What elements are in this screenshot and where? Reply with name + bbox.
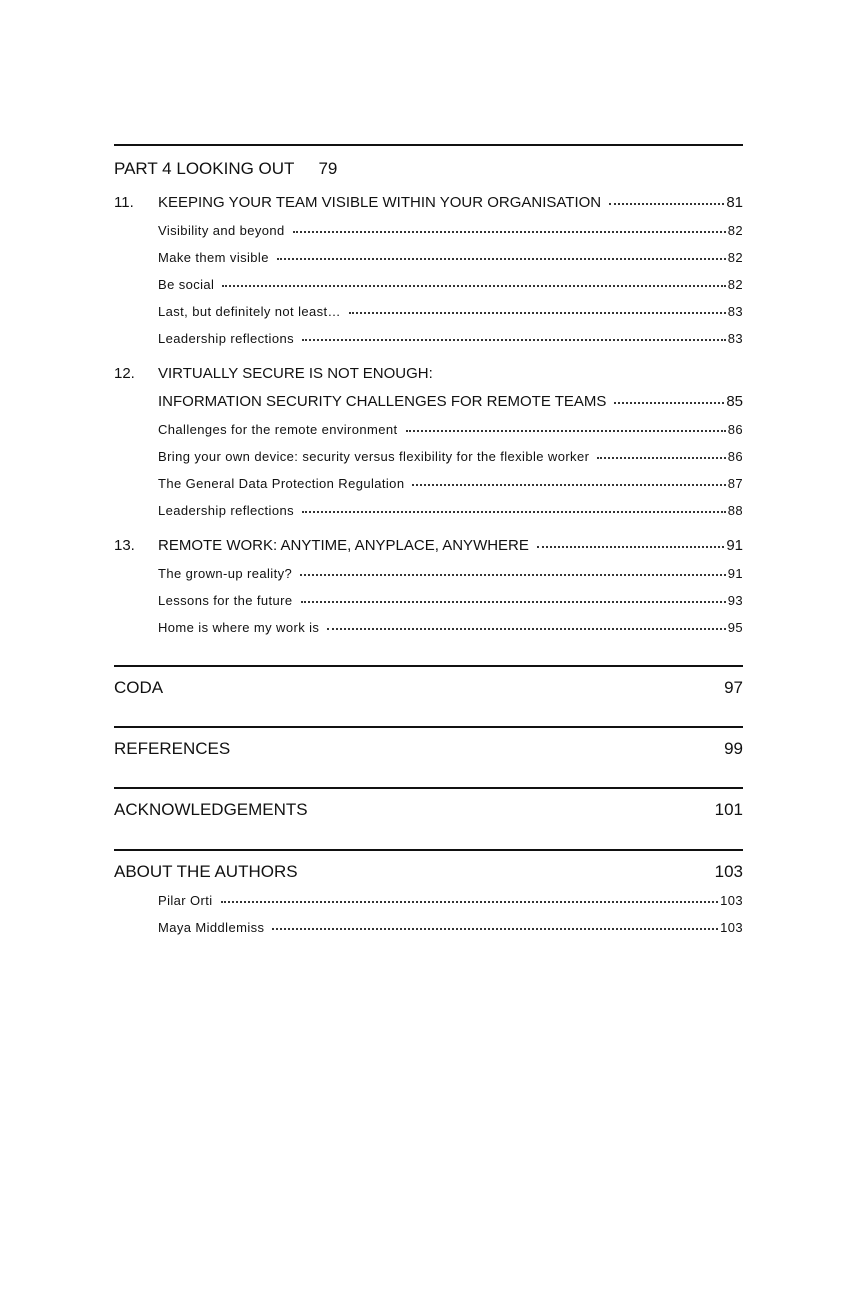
chapter-entry[interactable] bbox=[158, 388, 743, 416]
section-acknowledgements[interactable] bbox=[114, 789, 743, 849]
section-title: Bring your own device: security versus flexibility for the flexible worker bbox=[158, 449, 590, 464]
page-number: 99 bbox=[724, 739, 743, 758]
page-number: 97 bbox=[724, 678, 743, 697]
section-title: Challenges for the remote environment bbox=[158, 422, 398, 437]
section-entry[interactable] bbox=[158, 416, 743, 443]
dot-leader bbox=[301, 601, 726, 603]
dot-leader bbox=[277, 258, 726, 260]
section-title: Home is where my work is bbox=[158, 620, 320, 635]
section-title: The grown-up reality? bbox=[158, 566, 293, 581]
section-title: REFERENCES bbox=[114, 739, 231, 758]
page-number: 81 bbox=[726, 194, 743, 211]
table-of-contents bbox=[114, 144, 743, 941]
section-entry[interactable] bbox=[158, 614, 743, 641]
section-entry[interactable] bbox=[158, 443, 743, 470]
page-number: 85 bbox=[726, 393, 743, 410]
section-title: The General Data Protection Regulation bbox=[158, 476, 405, 491]
page-number: 82 bbox=[727, 250, 743, 265]
dot-leader bbox=[302, 339, 726, 341]
section-title: Make them visible bbox=[158, 250, 269, 265]
dot-leader bbox=[327, 628, 725, 630]
part-title: PART 4 LOOKING OUT bbox=[114, 159, 295, 178]
dot-leader bbox=[412, 484, 725, 486]
page-number: 101 bbox=[714, 800, 743, 819]
section-coda[interactable] bbox=[114, 667, 743, 726]
page-number: 82 bbox=[727, 223, 743, 238]
section-entry[interactable] bbox=[158, 244, 743, 271]
dot-leader bbox=[300, 574, 726, 576]
chapter-title-first-line: VIRTUALLY SECURE IS NOT ENOUGH: bbox=[158, 365, 433, 382]
section-about-the-authors[interactable] bbox=[114, 851, 743, 887]
author-name: Maya Middlemiss bbox=[158, 920, 265, 935]
chapter-title: KEEPING YOUR TEAM VISIBLE WITHIN YOUR ORGANISATION bbox=[158, 194, 602, 211]
chapter-title: REMOTE WORK: ANYTIME, ANYPLACE, ANYWHERE bbox=[158, 537, 529, 554]
part-page: 79 bbox=[318, 159, 338, 178]
dot-leader bbox=[597, 457, 725, 459]
section-entry[interactable] bbox=[158, 560, 743, 587]
page-number: 103 bbox=[720, 893, 743, 908]
page-number: 86 bbox=[727, 449, 743, 464]
dot-leader bbox=[293, 231, 726, 233]
dot-leader bbox=[609, 203, 724, 205]
dot-leader bbox=[221, 901, 719, 903]
page-number: 95 bbox=[727, 620, 743, 635]
section-title: Lessons for the future bbox=[158, 593, 293, 608]
dot-leader bbox=[272, 928, 718, 930]
section-title: CODA bbox=[114, 678, 164, 697]
chapter-12 bbox=[114, 360, 743, 524]
chapter-title: INFORMATION SECURITY CHALLENGES FOR REMOTE TEAMS bbox=[158, 393, 607, 410]
section-entry[interactable] bbox=[158, 470, 743, 497]
section-title: Leadership reflections bbox=[158, 331, 294, 346]
section-title: Visibility and beyond bbox=[158, 223, 285, 238]
author-name: Pilar Orti bbox=[158, 893, 213, 908]
section-entry[interactable] bbox=[158, 271, 743, 298]
dot-leader bbox=[614, 402, 724, 404]
section-title: Be social bbox=[158, 277, 215, 292]
section-title: ACKNOWLEDGEMENTS bbox=[114, 800, 308, 819]
dot-leader bbox=[406, 430, 726, 432]
chapter-entry[interactable] bbox=[158, 532, 743, 560]
page-number: 82 bbox=[727, 277, 743, 292]
chapter-11 bbox=[114, 189, 743, 352]
section-entry[interactable] bbox=[158, 217, 743, 244]
chapter-number: 12. bbox=[114, 365, 135, 382]
dot-leader bbox=[537, 546, 724, 548]
part-heading bbox=[114, 146, 743, 189]
section-title: Last, but definitely not least… bbox=[158, 304, 341, 319]
section-entry[interactable] bbox=[158, 587, 743, 614]
author-entry[interactable] bbox=[158, 887, 743, 914]
section-entry[interactable] bbox=[158, 497, 743, 524]
page-number: 93 bbox=[727, 593, 743, 608]
dot-leader bbox=[349, 312, 726, 314]
dot-leader bbox=[302, 511, 726, 513]
page-number: 91 bbox=[727, 566, 743, 581]
section-title: ABOUT THE AUTHORS bbox=[114, 862, 298, 881]
section-entry[interactable] bbox=[158, 298, 743, 325]
page-number: 91 bbox=[726, 537, 743, 554]
page-number: 88 bbox=[727, 503, 743, 518]
page-number: 83 bbox=[727, 331, 743, 346]
section-entry[interactable] bbox=[158, 325, 743, 352]
section-references[interactable] bbox=[114, 728, 743, 787]
chapter-13 bbox=[114, 532, 743, 641]
page-number: 103 bbox=[714, 862, 743, 881]
chapter-entry[interactable] bbox=[158, 189, 743, 217]
chapter-number: 11. bbox=[114, 194, 134, 211]
page-number: 87 bbox=[727, 476, 743, 491]
page-number: 103 bbox=[720, 920, 743, 935]
page-number: 86 bbox=[727, 422, 743, 437]
section-title: Leadership reflections bbox=[158, 503, 294, 518]
author-entry[interactable] bbox=[158, 914, 743, 941]
page-number: 83 bbox=[727, 304, 743, 319]
dot-leader bbox=[222, 285, 725, 287]
chapter-number: 13. bbox=[114, 537, 135, 554]
